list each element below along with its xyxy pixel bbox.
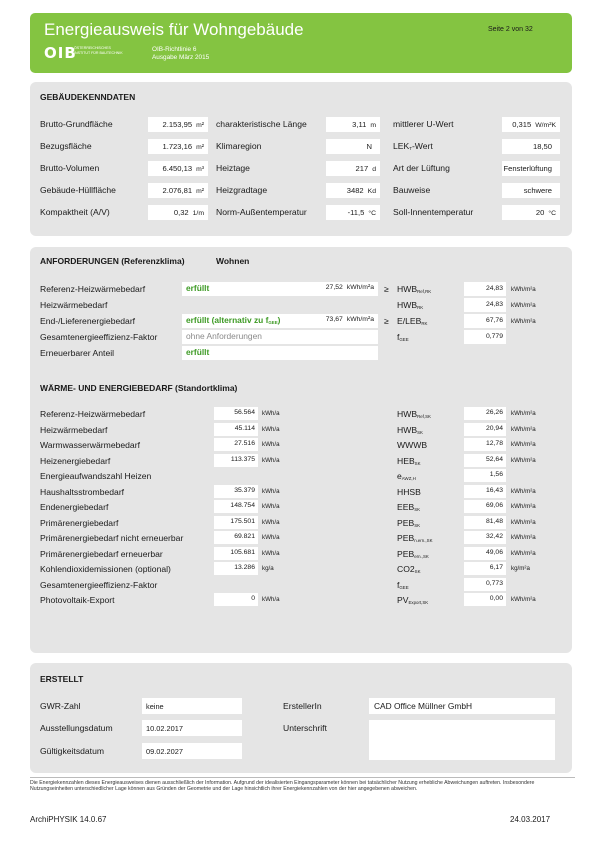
waerme-unit: kWh/a <box>262 518 280 526</box>
anforderung-symbol-sub: RK <box>417 305 424 310</box>
kenndaten-label <box>393 141 433 151</box>
anforderung-label: End-/Lieferenergiebedarf <box>40 316 136 326</box>
panel-gebaeudekenndaten <box>30 82 572 236</box>
waerme-symbol-main: HWB <box>397 409 418 419</box>
waerme-symbol-sub: GEE <box>399 584 409 590</box>
waerme-rvalue: 16,43 <box>485 486 503 494</box>
status-sub: GEE <box>268 320 278 325</box>
kenndaten-label: Bauweise <box>393 185 431 195</box>
waerme-symbol-main: PV <box>397 595 409 605</box>
kenndaten-value <box>163 142 205 151</box>
section-title: ANFORDERUNGEN (Referenzklima) <box>40 256 185 266</box>
kenndaten-unit: m³ <box>196 166 204 173</box>
ersteller-value: CAD Office Müllner GmbH <box>374 701 473 711</box>
waerme-symbol <box>397 549 429 559</box>
waerme-rvalue: 6,17 <box>489 564 503 571</box>
anforderung-unit: kWh/m²a <box>346 316 374 323</box>
waerme-runit: kWh/m²a <box>511 410 536 417</box>
anforderung-runit: kWh/m²a <box>511 286 536 293</box>
anforderung-value <box>326 316 374 323</box>
logo-subtext: ÖSTERREICHISCHES INSTITUT FÜR BAUTECHNIK <box>74 46 123 55</box>
waerme-value-box <box>214 500 258 513</box>
kenndaten-number: 1.723,16 <box>162 142 193 151</box>
kenndaten-unit: W/m²K <box>535 122 556 129</box>
waerme-rvalue-box <box>464 500 506 513</box>
waerme-value: 175.501 <box>230 517 255 525</box>
status-text: erfüllt <box>186 283 210 293</box>
anforderung-status-box <box>182 346 378 360</box>
waerme-value-box <box>214 547 258 560</box>
gueltigkeitsdatum-label: Gültigkeitsdatum <box>40 746 105 756</box>
kenndaten-number: 2.153,95 <box>162 120 193 129</box>
kenndaten-value <box>347 186 376 195</box>
waerme-rvalue-box <box>464 469 506 482</box>
waerme-rvalue-box <box>464 547 506 560</box>
waerme-symbol <box>397 518 420 528</box>
ausstellungsdatum-field <box>142 720 242 736</box>
waerme-rvalue-box <box>464 407 506 420</box>
kenndaten-number: 18,50 <box>532 142 552 151</box>
waerme-rvalue-box <box>464 454 506 467</box>
waerme-value: 13.286 <box>234 564 255 571</box>
kenndaten-unit: m² <box>196 188 204 195</box>
kenndaten-value-box <box>326 183 380 198</box>
waerme-rvalue-box <box>464 485 506 498</box>
status-text: erfüllt (alternativ zu f <box>186 315 269 325</box>
waerme-runit: kWh/m²a <box>511 518 536 526</box>
waerme-symbol <box>397 440 427 450</box>
kenndaten-value <box>367 142 376 151</box>
waerme-runit: kWh/m²a <box>511 596 536 603</box>
kenndaten-label: Art der Lüftung <box>393 163 450 173</box>
waerme-value: 148.754 <box>230 502 255 509</box>
anforderung-symbol-sub: RK <box>421 321 428 326</box>
edition-text: Ausgabe März 2015 <box>152 54 210 62</box>
ausstellungsdatum-value: 10.02.2017 <box>146 724 183 733</box>
anforderung-symbol-sub: Ref,RK <box>417 289 432 294</box>
waerme-symbol-main: PEB <box>397 533 415 543</box>
anforderung-status <box>186 331 262 341</box>
waerme-value: 56.564 <box>234 409 255 416</box>
waerme-symbol-sub: SK <box>414 569 421 574</box>
waerme-label: Primärenergiebedarf nicht erneuerbar <box>40 533 184 543</box>
kenndaten-value-box <box>148 205 208 220</box>
kenndaten-unit: Kd <box>367 188 376 195</box>
anforderung-rvalue: 24,83 <box>485 301 503 308</box>
waerme-unit: kg/a <box>262 565 274 572</box>
status-text: ohne Anforderungen <box>186 331 262 341</box>
waerme-label: Energieaufwandszahl Heizen <box>40 471 152 481</box>
guideline-info <box>152 46 209 63</box>
kenndaten-value <box>356 164 376 173</box>
waerme-symbol-sub: n.ern.,SK <box>414 538 433 543</box>
kenndaten-label: mittlerer U-Wert <box>393 119 454 129</box>
waerme-rvalue-box <box>464 516 506 529</box>
waerme-symbol-sub: SK <box>414 507 421 512</box>
waerme-symbol <box>397 456 421 466</box>
anforderung-symbol <box>397 332 409 342</box>
waerme-unit: kWh/a <box>262 441 280 448</box>
waerme-runit: kg/m²a <box>511 565 530 572</box>
kenndaten-value <box>163 186 205 195</box>
oib-logo <box>44 44 124 66</box>
anforderung-symbol-main: E/LEB <box>397 316 422 326</box>
anforderung-runit: kWh/m²a <box>511 302 536 309</box>
waerme-value-box <box>214 423 258 436</box>
waerme-runit: kWh/m²a <box>511 456 536 464</box>
waerme-value-box <box>214 516 258 529</box>
comparison-sign: ≥ <box>384 284 389 294</box>
waerme-symbol-sub: Export,SK <box>408 600 429 605</box>
waerme-symbol-main: EEB <box>397 502 415 512</box>
kenndaten-label-main: LEK <box>393 141 410 151</box>
waerme-label: Heizenergiebedarf <box>40 455 111 466</box>
anforderung-label: Referenz-Heizwärmebedarf <box>40 284 146 294</box>
waerme-rvalue: 52,64 <box>485 455 503 463</box>
ausstellungsdatum-label: Ausstellungsdatum <box>40 723 113 733</box>
kenndaten-label: Heiztage <box>216 163 250 173</box>
waerme-symbol <box>397 471 416 481</box>
anforderung-label: Heizwärmebedarf <box>40 300 108 310</box>
gwr-label: GWR-Zahl <box>40 701 81 711</box>
kenndaten-value-box <box>502 161 560 176</box>
disclaimer-note: Die Energiekennzahlen dieses Energieausweises dienen ausschließlich der Information. Aufgrund der idealisierten Eingangsparameter können bei tatsächlicher Nutzung erhebliche Abweichungen auftreten. Insbesondere Nutzungseinheiten unterschiedlicher Lage können aus Gründen der Geometrie und der Lage hinsichtlich ihrer Energiekennzahlen von der hier angegebenen abweichen. <box>30 780 535 793</box>
anforderung-status <box>186 315 280 325</box>
kenndaten-label: Heizgradtage <box>216 185 268 195</box>
kenndaten-number: 217 <box>355 164 369 173</box>
kenndaten-value <box>503 164 556 173</box>
waerme-symbol <box>397 425 423 435</box>
kenndaten-label: Bezugsfläche <box>40 141 92 151</box>
anforderung-rvalue-box <box>464 314 506 328</box>
kenndaten-label: Soll-Innentemperatur <box>393 207 474 217</box>
anforderung-symbol <box>397 300 423 310</box>
waerme-symbol <box>397 595 428 605</box>
anforderung-symbol-main: HWB <box>397 300 418 310</box>
kenndaten-label: Kompaktheit (A/V) <box>40 207 110 217</box>
kenndaten-value <box>352 120 376 129</box>
waerme-symbol-main: CO2 <box>397 564 415 574</box>
waerme-value-box <box>214 593 258 606</box>
kenndaten-label-sub: T <box>409 146 412 151</box>
waerme-value-box <box>214 531 258 544</box>
waerme-value: 27.516 <box>234 440 255 447</box>
anforderung-symbol-main: HWB <box>397 284 418 294</box>
kenndaten-value-box <box>148 183 208 198</box>
waerme-value-box <box>214 485 258 498</box>
waerme-rvalue: 26,26 <box>485 409 503 416</box>
waerme-symbol-main: PEB <box>397 548 415 559</box>
kenndaten-unit: °C <box>368 210 376 217</box>
anforderung-runit: kWh/m²a <box>511 318 536 325</box>
unterschrift-field <box>369 720 555 760</box>
kenndaten-unit: °C <box>548 210 556 217</box>
waerme-symbol <box>397 580 409 590</box>
panel-anforderungen <box>30 247 572 653</box>
kenndaten-value-box <box>502 117 560 132</box>
anforderung-symbol-main: f <box>397 332 400 342</box>
waerme-label: Photovoltaik-Export <box>40 595 115 605</box>
waerme-label: Haushaltsstrombedarf <box>40 486 125 497</box>
kenndaten-number: N <box>366 142 372 151</box>
kenndaten-value <box>533 142 556 151</box>
waerme-rvalue: 1,56 <box>489 471 503 478</box>
gueltigkeitsdatum-value: 09.02.2027 <box>146 747 183 756</box>
waerme-runit: kWh/m²a <box>511 487 536 495</box>
kenndaten-unit: d <box>372 166 376 173</box>
anforderung-symbol-sub: GEE <box>399 337 409 342</box>
waerme-rvalue: 0,00 <box>489 595 503 602</box>
waerme-rvalue-box <box>464 578 506 591</box>
waerme-symbol-main: HHSB <box>397 486 421 497</box>
waerme-rvalue-box <box>464 423 506 436</box>
comparison-sign: ≥ <box>384 316 389 326</box>
waerme-symbol <box>397 502 420 512</box>
kenndaten-value-box <box>502 183 560 198</box>
anforderung-label: Erneuerbarer Anteil <box>40 348 115 358</box>
waerme-unit: kWh/a <box>262 549 280 557</box>
waerme-label: Referenz-Heizwärmebedarf <box>40 409 146 419</box>
waerme-runit: kWh/m²a <box>511 425 536 433</box>
kenndaten-value <box>348 208 376 217</box>
anforderung-unit: kWh/m²a <box>346 284 374 291</box>
waerme-value-box <box>214 562 258 575</box>
waerme-value: 45.114 <box>234 424 255 432</box>
waerme-value: 35.379 <box>234 486 255 494</box>
waerme-unit: kWh/a <box>262 425 280 433</box>
anforderung-rvalue-box <box>464 282 506 296</box>
waerme-value: 113.375 <box>230 455 255 463</box>
kenndaten-value <box>512 120 556 129</box>
anforderung-rvalue: 0,779 <box>485 333 503 340</box>
waerme-rvalue: 0,773 <box>485 579 503 587</box>
kenndaten-label: charakteristische Länge <box>216 119 307 129</box>
section-title: GEBÄUDEKENNDATEN <box>40 92 136 102</box>
waerme-rvalue: 81,48 <box>485 517 503 525</box>
kenndaten-label: Klimaregion <box>216 141 262 151</box>
waerme-unit: kWh/a <box>262 534 280 541</box>
waerme-symbol-main: f <box>397 579 400 590</box>
anforderung-rvalue-box <box>464 298 506 312</box>
waerme-runit: kWh/m²a <box>511 441 536 448</box>
kenndaten-number: 20 <box>535 208 545 217</box>
unterschrift-label: Unterschrift <box>283 723 327 733</box>
kenndaten-value-box <box>148 117 208 132</box>
waerme-unit: kWh/a <box>262 596 280 603</box>
waerme-rvalue: 20,94 <box>485 424 503 432</box>
ersteller-label: ErstellerIn <box>283 701 322 711</box>
waerme-label: Warmwasserwärmebedarf <box>40 440 140 450</box>
footer-divider <box>30 777 575 778</box>
waerme-symbol-main: WWWB <box>397 440 428 450</box>
waerme-symbol-main: HWB <box>397 424 418 435</box>
anforderung-number: 73,67 <box>325 316 343 323</box>
waerme-value-box <box>214 454 258 467</box>
anforderung-status-box <box>182 282 378 296</box>
kenndaten-value-box <box>502 139 560 154</box>
kenndaten-unit: 1/m <box>192 210 204 217</box>
kenndaten-label-tail: -Wert <box>411 141 433 151</box>
kenndaten-number: -11,5 <box>347 208 365 217</box>
anforderung-status-box <box>182 314 378 328</box>
kenndaten-value-box <box>326 161 380 176</box>
waerme-symbol-sub: SK <box>417 429 423 435</box>
kenndaten-number: 0,315 <box>512 120 532 129</box>
waerme-symbol <box>397 409 431 419</box>
waerme-symbol-main: e <box>397 471 402 481</box>
gwr-value: keine <box>146 702 164 711</box>
waerme-label: Endenergiebedarf <box>40 502 109 512</box>
kenndaten-number: 6.450,13 <box>162 164 193 173</box>
waerme-rvalue: 49,06 <box>485 548 503 556</box>
waerme-symbol-sub: Ref,SK <box>417 414 431 419</box>
waerme-unit: kWh/a <box>262 487 280 495</box>
anforderung-rvalue: 67,76 <box>485 317 503 324</box>
waerme-symbol-sub: AWZ,H <box>401 476 416 481</box>
kenndaten-value <box>536 208 556 217</box>
kenndaten-label: Brutto-Volumen <box>40 163 100 173</box>
waerme-rvalue-box <box>464 562 506 575</box>
anforderung-number: 27,52 <box>325 284 343 291</box>
panel-erstellt <box>30 663 572 773</box>
kenndaten-number: 3482 <box>346 186 364 195</box>
page-number: Seite 2 von 32 <box>488 26 533 33</box>
waerme-label: Primärenergiebedarf <box>40 517 119 528</box>
kenndaten-label: Brutto-Grundfläche <box>40 119 113 129</box>
waerme-value-box <box>214 438 258 451</box>
status-text: erfüllt <box>186 347 210 357</box>
anforderung-value <box>326 284 374 291</box>
anforderung-status-box <box>182 330 378 344</box>
waerme-rvalue-box <box>464 531 506 544</box>
waerme-label: Kohlendioxidemissionen (optional) <box>40 564 171 574</box>
kenndaten-value-box <box>148 139 208 154</box>
kenndaten-number: 0,32 <box>173 208 189 217</box>
waerme-rvalue-box <box>464 593 506 606</box>
kenndaten-unit: m² <box>196 144 204 151</box>
kenndaten-value <box>174 208 204 217</box>
kenndaten-label: Norm-Außentemperatur <box>216 207 307 217</box>
status-tail: ) <box>277 315 281 325</box>
guideline-text: OIB-Richtlinie 6 <box>152 46 197 53</box>
waerme-symbol-sub: SK <box>414 460 421 466</box>
kenndaten-unit: m <box>370 122 376 129</box>
waerme-symbol-sub: SK <box>414 522 421 528</box>
gwr-field <box>142 698 242 714</box>
anforderung-status <box>186 347 209 357</box>
software-version: ArchiPHYSIK 14.0.67 <box>30 815 107 824</box>
kenndaten-number: Fensterlüftung <box>503 164 552 173</box>
usage-label: Wohnen <box>216 256 250 266</box>
kenndaten-value-box <box>326 205 380 220</box>
waerme-rvalue: 12,78 <box>485 440 503 447</box>
kenndaten-value <box>163 164 205 173</box>
section-title: ERSTELLT <box>40 674 84 684</box>
waerme-label: Gesamtenergieeffizienz-Faktor <box>40 579 158 590</box>
anforderung-label: Gesamtenergieeffizienz-Faktor <box>40 332 158 342</box>
waerme-value: 69.821 <box>234 533 255 540</box>
kenndaten-value-box <box>326 117 380 132</box>
waerme-symbol <box>397 533 433 543</box>
waerme-rvalue-box <box>464 438 506 451</box>
waerme-value-box <box>214 407 258 420</box>
waerme-label: Heizwärmebedarf <box>40 424 108 435</box>
waerme-unit: kWh/a <box>262 410 280 417</box>
kenndaten-label: Gebäude-Hüllfläche <box>40 185 116 195</box>
waerme-unit: kWh/a <box>262 503 280 510</box>
waerme-value: 105.681 <box>230 548 255 556</box>
document-date: 24.03.2017 <box>510 815 551 824</box>
kenndaten-value <box>163 120 205 129</box>
waerme-runit: kWh/m²a <box>511 549 536 557</box>
ersteller-field <box>369 698 555 714</box>
header-banner <box>30 13 572 73</box>
waerme-rvalue: 69,06 <box>485 502 503 509</box>
kenndaten-number: schwere <box>523 186 552 195</box>
kenndaten-number: 3,11 <box>352 120 367 129</box>
section-title: WÄRME- UND ENERGIEBEDARF (Standortklima) <box>40 383 238 393</box>
waerme-symbol <box>397 487 421 497</box>
waerme-symbol <box>397 564 421 574</box>
waerme-rvalue: 32,42 <box>485 533 503 540</box>
anforderung-rvalue: 24,83 <box>485 285 503 292</box>
kenndaten-value-box <box>502 205 560 220</box>
page-title: Energieausweis für Wohngebäude <box>44 20 304 39</box>
anforderung-symbol <box>397 284 431 294</box>
waerme-unit: kWh/a <box>262 456 280 464</box>
kenndaten-value-box <box>326 139 380 154</box>
anforderung-symbol <box>397 316 427 326</box>
kenndaten-number: 2.076,81 <box>162 186 193 195</box>
logo-text: OIB <box>44 44 77 62</box>
anforderung-status <box>186 283 209 293</box>
waerme-value: 0 <box>251 595 255 602</box>
waerme-runit: kWh/m²a <box>511 534 536 541</box>
waerme-symbol-main: HEB <box>397 455 415 466</box>
kenndaten-value <box>524 186 556 195</box>
kenndaten-value-box <box>148 161 208 176</box>
anforderung-rvalue-box <box>464 330 506 344</box>
waerme-runit: kWh/m²a <box>511 503 536 510</box>
waerme-symbol-main: PEB <box>397 517 415 528</box>
waerme-label: Primärenergiebedarf erneuerbar <box>40 548 163 559</box>
gueltigkeitsdatum-field <box>142 743 242 759</box>
kenndaten-unit: m² <box>196 122 204 129</box>
waerme-symbol-sub: ern.,SK <box>414 553 429 559</box>
